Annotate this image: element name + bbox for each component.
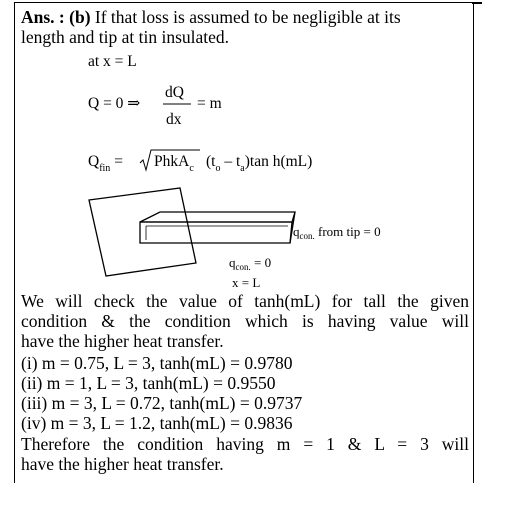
qfin-root-text: PhkA bbox=[154, 153, 190, 170]
x-equals-l: x = L bbox=[232, 275, 261, 290]
condition-item-4: (iv) m = 3, L = 1.2, tanh(mL) = 0.9836 bbox=[21, 413, 293, 433]
condition-item-1: (i) m = 0.75, L = 3, tanh(mL) = 0.9780 bbox=[21, 353, 293, 373]
qfin-subscript: fin bbox=[99, 163, 111, 174]
qfin-equals: = bbox=[114, 153, 123, 170]
qfin-minus: – t bbox=[220, 153, 241, 170]
q-equals-zero: Q = 0 ⇒ bbox=[88, 95, 141, 112]
conclusion-line-1: Therefore the condition having m = 1 & L = 3 will bbox=[21, 434, 469, 454]
qcon-bottom-q: q bbox=[229, 255, 236, 270]
qfin-tail-open: (t bbox=[206, 153, 216, 170]
equals-m: = m bbox=[197, 95, 222, 112]
qcon-bottom-text: = 0 bbox=[250, 255, 272, 270]
qfin-c-sub: c bbox=[189, 163, 194, 174]
qfin-tanh: )tan h(mL) bbox=[244, 153, 313, 170]
condition-item-2: (ii) m = 1, L = 3, tanh(mL) = 0.9550 bbox=[21, 373, 276, 393]
qcon-tip-sub: con. bbox=[299, 231, 315, 241]
fin-side bbox=[140, 222, 292, 243]
answer-line-2: length and tip at tin insulated. bbox=[21, 27, 230, 47]
answer-line-1: If that loss is assumed to be negligible at its bbox=[94, 7, 401, 27]
fin-top bbox=[140, 212, 295, 222]
qfin-o-sub: o bbox=[215, 163, 221, 174]
qcon-tip-label bbox=[293, 222, 381, 243]
paragraph-line-3: have the higher heat transfer. bbox=[21, 331, 224, 351]
paragraph-line-2: condition & the condition which is having value will bbox=[21, 311, 469, 331]
answer-part: (b) bbox=[69, 7, 91, 27]
conclusion-line-2: have the higher heat transfer. bbox=[21, 454, 224, 474]
qcon-tip-text: from tip = 0 bbox=[318, 224, 381, 239]
qfin-q: Q bbox=[88, 153, 100, 170]
condition-item-3: (iii) m = 3, L = 0.72, tanh(mL) = 0.9737 bbox=[21, 393, 303, 413]
dq-numerator: dQ bbox=[165, 84, 184, 101]
paragraph-line-1: We will check the value of tanh(mL) for tall the given bbox=[21, 291, 469, 311]
dx-denominator: dx bbox=[166, 111, 182, 128]
radical-sign bbox=[140, 150, 200, 170]
boundary-condition: at x = L bbox=[88, 53, 137, 70]
wall-plate bbox=[89, 188, 196, 276]
qcon-bottom-sub: con. bbox=[235, 262, 251, 272]
qfin-a-sub: a bbox=[240, 163, 245, 174]
answer-label: Ans. : bbox=[21, 7, 65, 27]
qcon-bottom-label bbox=[229, 253, 271, 274]
qcon-tip-q: q bbox=[293, 224, 300, 239]
